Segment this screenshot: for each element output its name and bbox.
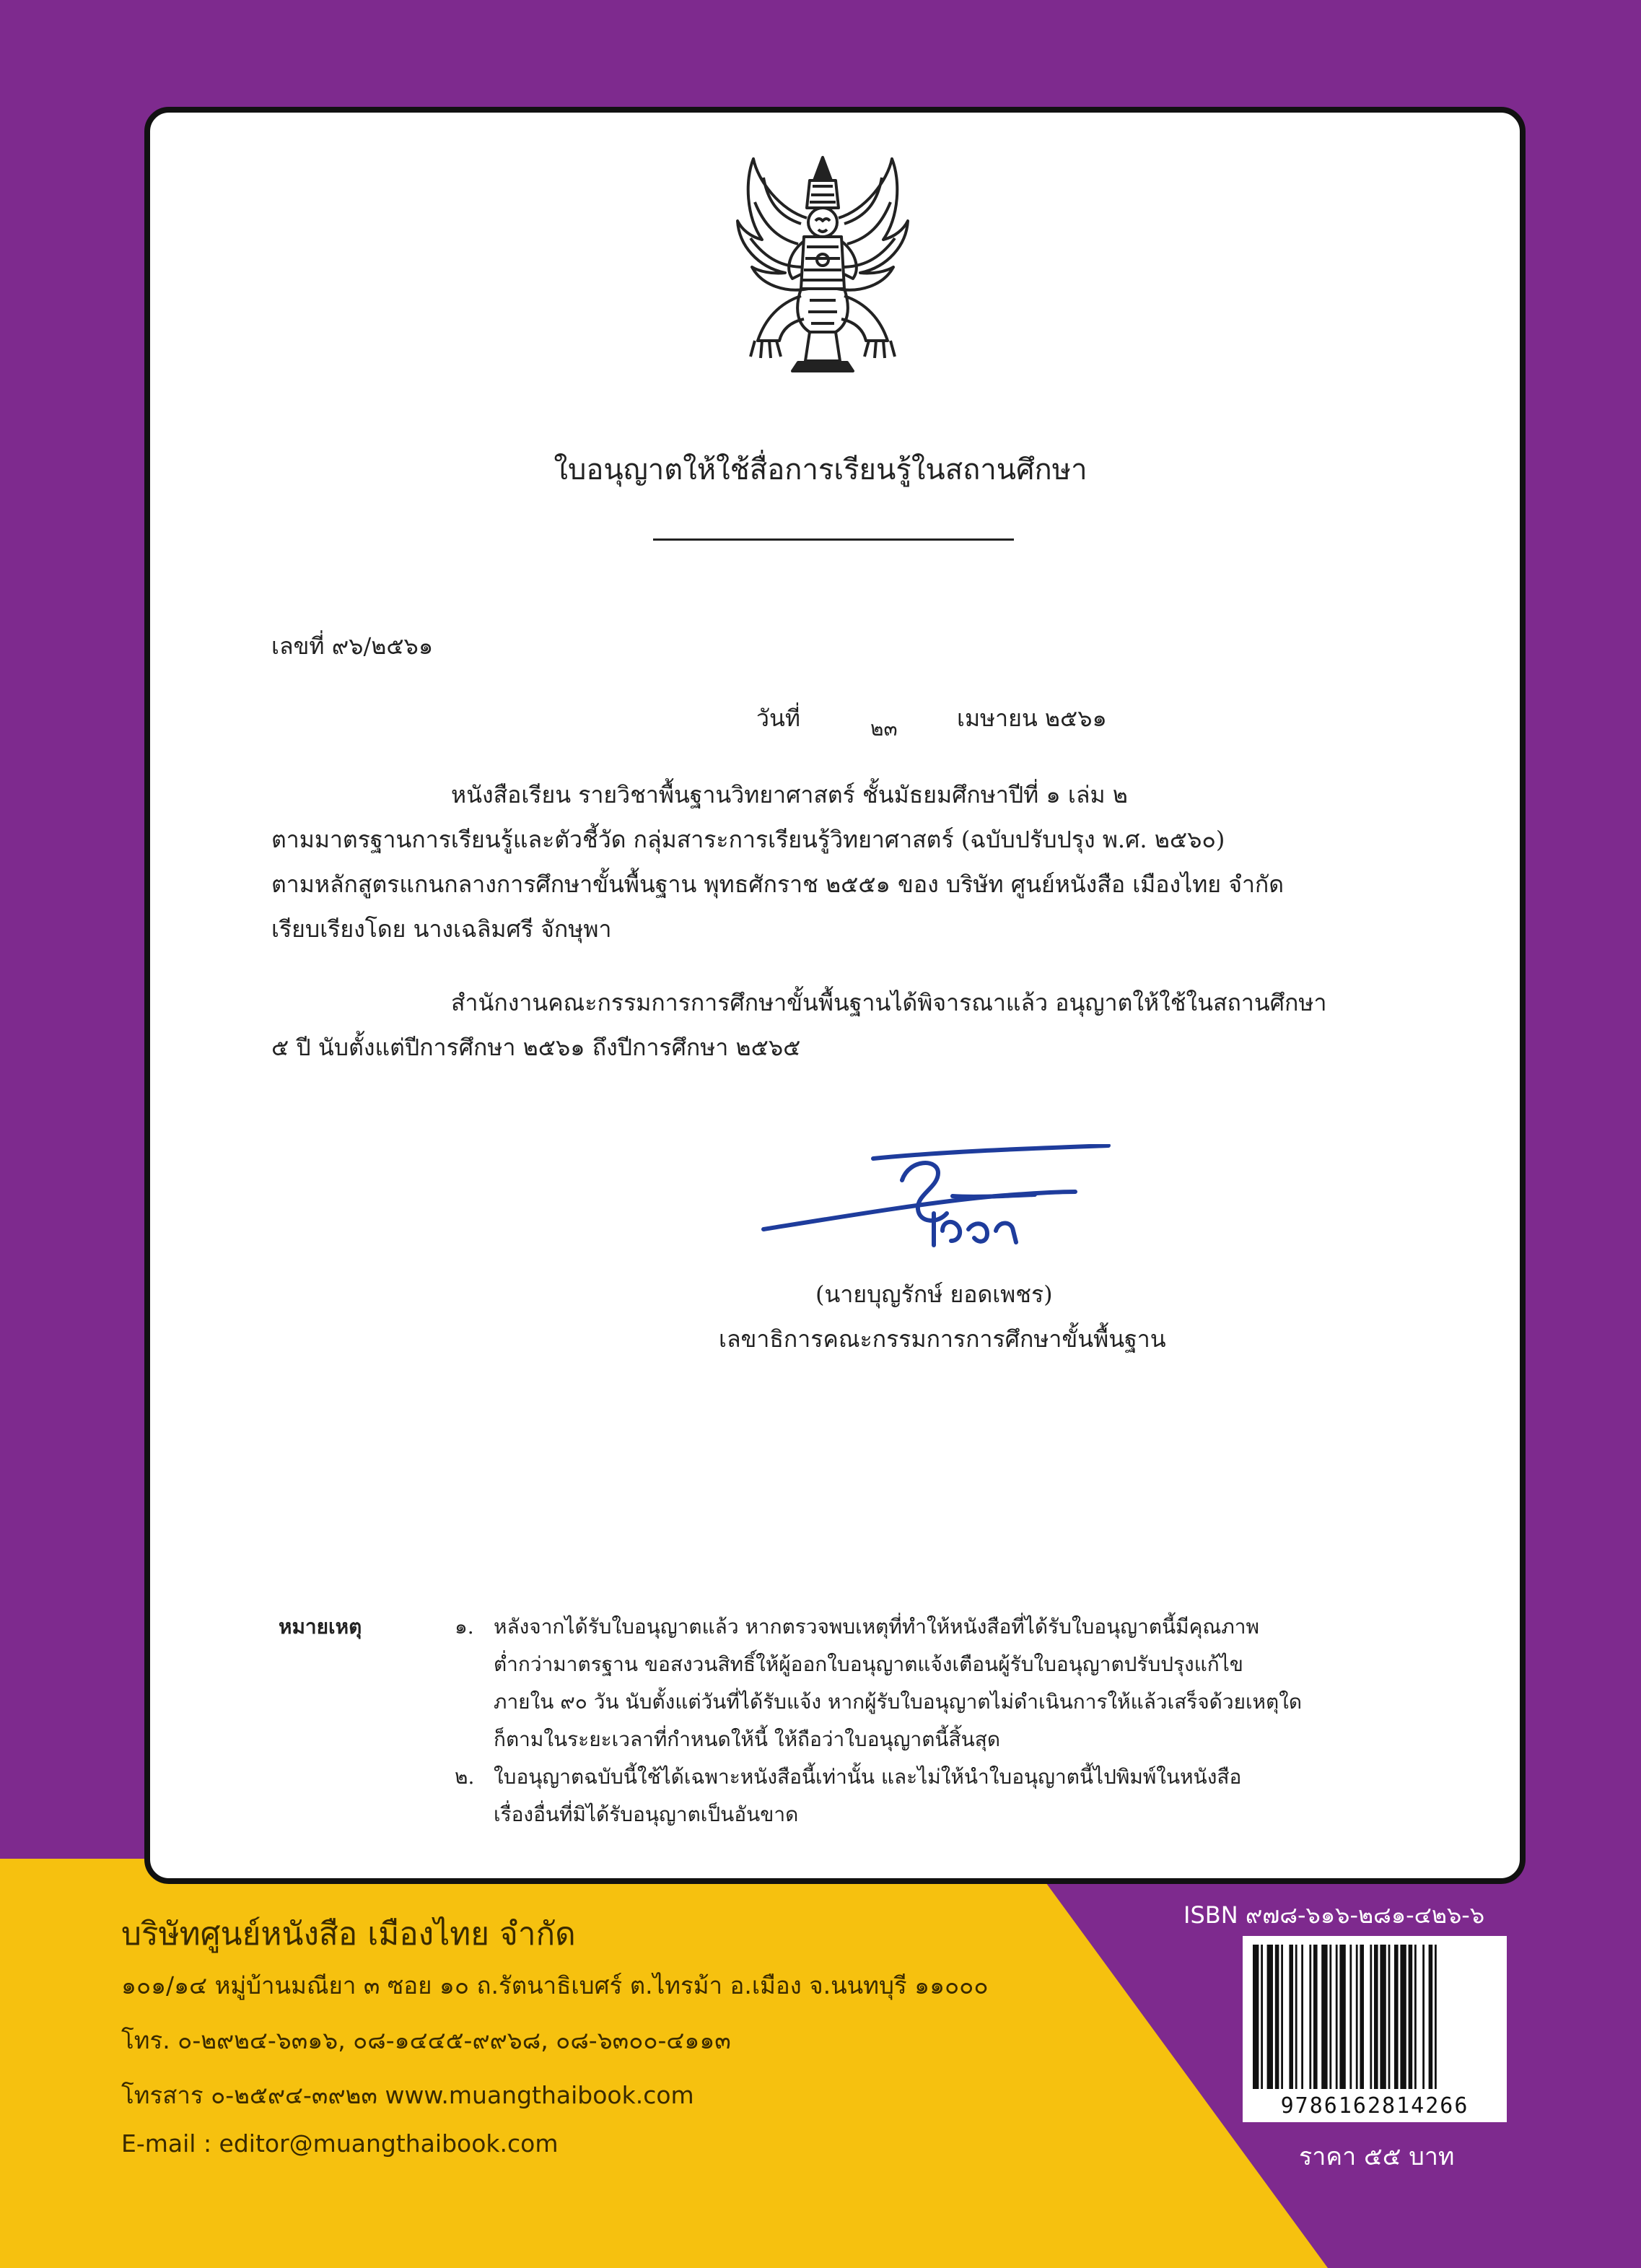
barcode-bar — [1370, 1945, 1372, 2089]
barcode-icon — [1243, 1936, 1507, 2122]
barcode-bar — [1321, 1945, 1327, 2089]
body-line: ตามมาตรฐานการเรียนรู้และตัวชี้วัด กลุ่มสาระการเรียนรู้วิทยาศาสตร์ (ฉบับปรับปรุง พ.ศ. ๒๕๖๐) — [271, 826, 1225, 853]
barcode-bar — [1409, 1945, 1413, 2089]
note-line: ก็ตามในระยะเวลาที่กำหนดให้นี้ ให้ถือว่าใบอนุญาตนี้สิ้นสุด — [494, 1727, 1001, 1751]
barcode-bar — [1309, 1945, 1311, 2089]
barcode-bar — [1429, 1945, 1433, 2089]
signatory-position: เลขาธิการคณะกรรมการการศึกษาขั้นพื้นฐาน — [719, 1325, 1166, 1353]
price-label: ราคา ๕๕ บาท — [1299, 2142, 1455, 2171]
body-line: หนังสือเรียน รายวิชาพื้นฐานวิทยาศาสตร์ ชั้นมัธยมศึกษาปีที่ ๑ เล่ม ๒ — [451, 781, 1128, 808]
note-number: ๑. — [455, 1615, 474, 1639]
note-number: ๒. — [455, 1765, 475, 1789]
publisher-phone: โทร. ๐-๒๙๒๔-๖๓๑๖, ๐๘-๑๔๔๕-๙๙๖๘, ๐๘-๖๓๐๐-๔๑๑๓ — [121, 2026, 731, 2054]
barcode-bar — [1356, 1945, 1358, 2089]
barcode-bar — [1329, 1945, 1331, 2089]
signature-image — [758, 1144, 1119, 1260]
barcode-bar — [1374, 1945, 1378, 2089]
note-line: ใบอนุญาตฉบับนี้ใช้ได้เฉพาะหนังสือนี้เท่านั้น และไม่ให้นำใบอนุญาตนี้ไปพิมพ์ในหนังสือ — [494, 1765, 1242, 1789]
barcode-bar — [1349, 1945, 1352, 2089]
body-line: สำนักงานคณะกรรมการการศึกษาขั้นพื้นฐานได้พิจารณาแล้ว อนุญาตให้ใช้ในสถานศึกษา — [451, 989, 1327, 1016]
barcode-bar — [1435, 1945, 1437, 2089]
body-line: ตามหลักสูตรแกนกลางการศึกษาขั้นพื้นฐาน พุทธศักราช ๒๕๕๑ ของ บริษัท ศูนย์หนังสือ เมืองไทย จำกัด — [271, 871, 1285, 898]
barcode-bar — [1281, 1945, 1283, 2089]
barcode-bar — [1380, 1945, 1386, 2089]
date-label: วันที่ — [756, 705, 800, 732]
barcode-bar — [1422, 1945, 1425, 2089]
date-day: ๒๓ — [870, 717, 898, 741]
date-month-year: เมษายน ๒๕๖๑ — [957, 705, 1107, 732]
isbn-label: ISBN ๙๗๘-๖๑๖-๒๘๑-๔๒๖-๖ — [1183, 1901, 1485, 1929]
license-number: เลขที่ ๙๖/๒๕๖๑ — [271, 632, 434, 660]
certificate-title: ใบอนุญาตให้ใช้สื่อการเรียนรู้ในสถานศึกษา — [553, 453, 1088, 487]
notes-label: หมายเหตุ — [279, 1615, 362, 1639]
publisher-address: ๑๐๑/๑๔ หมู่บ้านมณียา ๓ ซอย ๑๐ ถ.รัตนาธิเบศร์ ต.ไทรม้า อ.เมือง จ.นนทบุรี ๑๑๐๐๐ — [121, 1971, 989, 1999]
barcode-bar — [1313, 1945, 1318, 2089]
barcode-bar — [1253, 1945, 1259, 2089]
barcode-bar — [1400, 1945, 1406, 2089]
barcode-bar — [1275, 1945, 1279, 2089]
barcode-bar — [1394, 1945, 1399, 2089]
barcode-bar — [1339, 1945, 1345, 2089]
publisher-email: E-mail : editor@muangthaibook.com — [121, 2129, 559, 2158]
publisher-name: บริษัทศูนย์หนังสือ เมืองไทย จำกัด — [121, 1916, 576, 1953]
body-line: เรียบเรียงโดย นางเฉลิมศรี จักษุพา — [271, 915, 612, 943]
note-line: เรื่องอื่นที่มิได้รับอนุญาตเป็นอันขาด — [494, 1802, 799, 1826]
barcode-bar — [1388, 1945, 1391, 2089]
garuda-emblem-icon — [729, 152, 916, 375]
publisher-fax-web: โทรสาร ๐-๒๕๙๔-๓๙๒๓ www.muangthaibook.com — [121, 2081, 694, 2109]
barcode-bar — [1301, 1945, 1303, 2089]
barcode-bar — [1336, 1945, 1338, 2089]
barcode-bar — [1360, 1945, 1364, 2089]
barcode-bar — [1414, 1945, 1417, 2089]
barcode-bar — [1289, 1945, 1293, 2089]
note-line: ภายใน ๙๐ วัน นับตั้งแต่วันที่ได้รับแจ้ง หากผู้รับใบอนุญาตไม่ดำเนินการให้แล้วเสร็จด้วยเหตุใด — [494, 1690, 1303, 1714]
signatory-name: (นายบุญรักษ์ ยอดเพชร) — [815, 1281, 1053, 1308]
barcode-bar — [1295, 1945, 1298, 2089]
note-line: ต่ำกว่ามาตรฐาน ขอสงวนสิทธิ์ให้ผู้ออกใบอนุญาตแจ้งเตือนผู้รับใบอนุญาตปรับปรุงแก้ไข — [494, 1652, 1243, 1676]
barcode-digits: 9786162814266 — [1280, 2093, 1469, 2119]
body-line: ๕ ปี นับตั้งแต่ปีการศึกษา ๒๕๖๑ ถึงปีการศึกษา ๒๕๖๕ — [271, 1034, 801, 1061]
title-underline — [653, 538, 1014, 541]
note-line: หลังจากได้รับใบอนุญาตแล้ว หากตรวจพบเหตุที่ทำให้หนังสือที่ได้รับใบอนุญาตนี้มีคุณภาพ — [494, 1615, 1259, 1639]
barcode-bar — [1267, 1945, 1273, 2089]
barcode-bar — [1261, 1945, 1263, 2089]
